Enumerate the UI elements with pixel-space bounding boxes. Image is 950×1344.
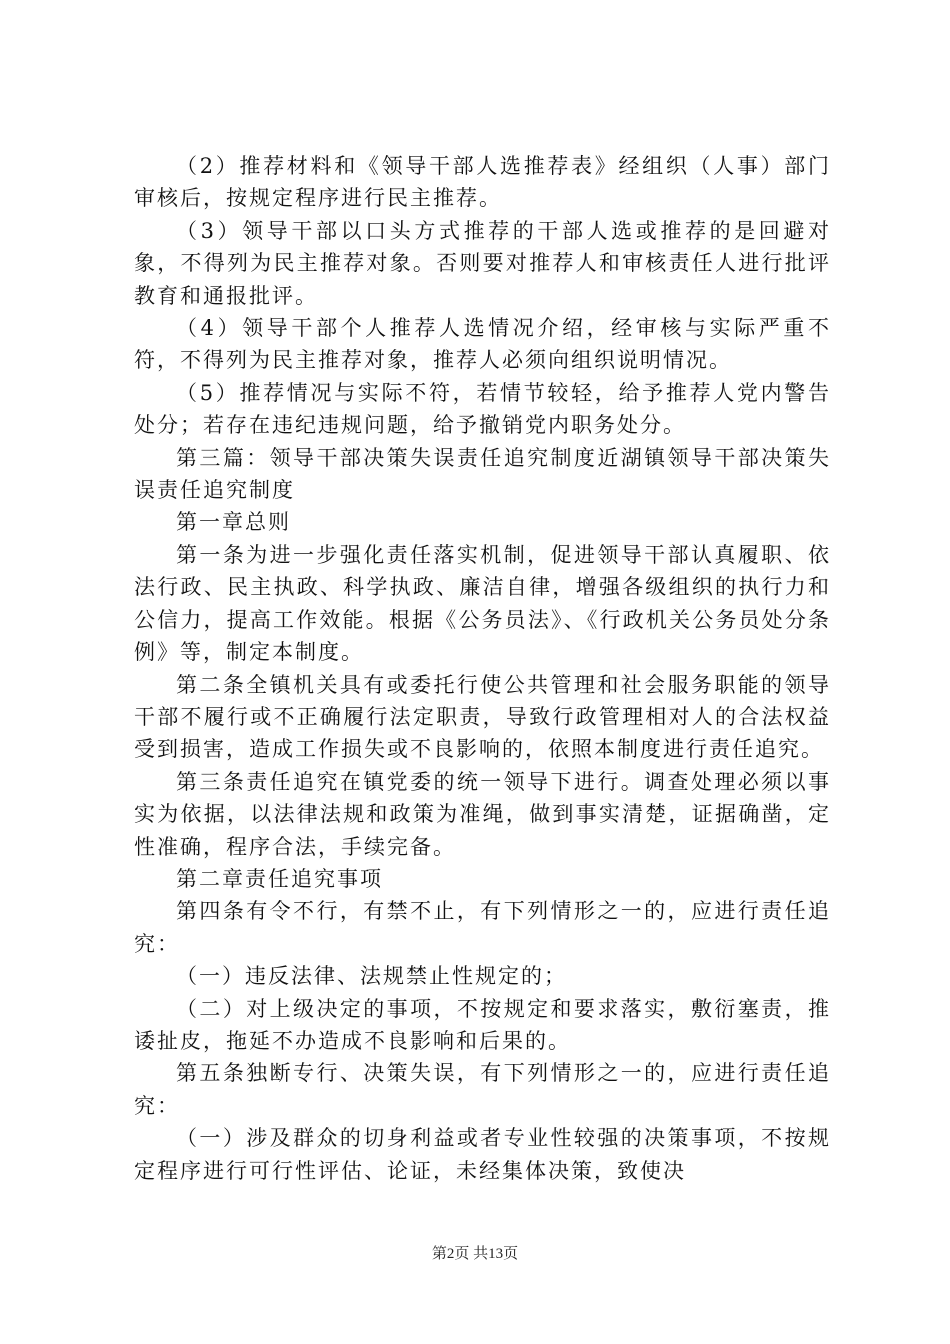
- paragraph: （5）推荐情况与实际不符，若情节较轻，给予推荐人党内警告处分；若存在违纪违规问题，给予撤销党内职务处分。: [134, 380, 831, 438]
- paragraph: （一）涉及群众的切身利益或者专业性较强的决策事项，不按规定程序进行可行性评估、论证，未经集体决策，致使决: [134, 1126, 831, 1183]
- page-number-footer: 第2页 共13页: [431, 1246, 519, 1262]
- paragraph: （2）推荐材料和《领导干部人选推荐表》经组织（人事）部门审核后，按规定程序进行民主推荐。: [134, 154, 831, 211]
- paragraph: 第四条有令不行，有禁不止，有下列情形之一的，应进行责任追究：: [134, 899, 831, 956]
- paragraph: 第二条全镇机关具有或委托行使公共管理和社会服务职能的领导干部不履行或不正确履行法定职责，导致行政管理相对人的合法权益受到损害，造成工作损失或不良影响的，依照本制度进行责任追究。: [134, 672, 831, 762]
- paragraph: 第三条责任追究在镇党委的统一领导下进行。调查处理必须以事实为依据，以法律法规和政策为准绳，做到事实清楚，证据确凿，定性准确，程序合法，手续完备。: [134, 769, 831, 859]
- paragraph: 第一条为进一步强化责任落实机制，促进领导干部认真履职、依法行政、民主执政、科学执政、廉洁自律，增强各级组织的执行力和公信力，提高工作效能。根据《公务员法》、《行政机关公务员处分条例》等，制定本制度。: [134, 542, 831, 665]
- paragraph: （二）对上级决定的事项，不按规定和要求落实，敷衍塞责，推诿扯皮，拖延不办造成不良影响和后果的。: [134, 996, 831, 1053]
- paragraph: （一）违反法律、法规禁止性规定的；: [176, 964, 567, 989]
- paragraph: （3）领导干部以口头方式推荐的干部人选或推荐的是回避对象，不得列为民主推荐对象。否则要对推荐人和审核责任人进行批评教育和通报批评。: [134, 218, 831, 308]
- section-title: 第三篇：领导干部决策失误责任追究制度近湖镇领导干部决策失误责任追究制度: [134, 445, 831, 503]
- chapter-heading: 第一章总则: [176, 510, 291, 535]
- document-body: [134, 150, 831, 1187]
- chapter-heading: 第二章责任追究事项: [176, 866, 383, 891]
- paragraph: （4）领导干部个人推荐人选情况介绍，经审核与实际严重不符，不得列为民主推荐对象，推荐人必须向组织说明情况。: [134, 316, 831, 373]
- paragraph: 第五条独断专行、决策失误，有下列情形之一的，应进行责任追究：: [134, 1061, 831, 1118]
